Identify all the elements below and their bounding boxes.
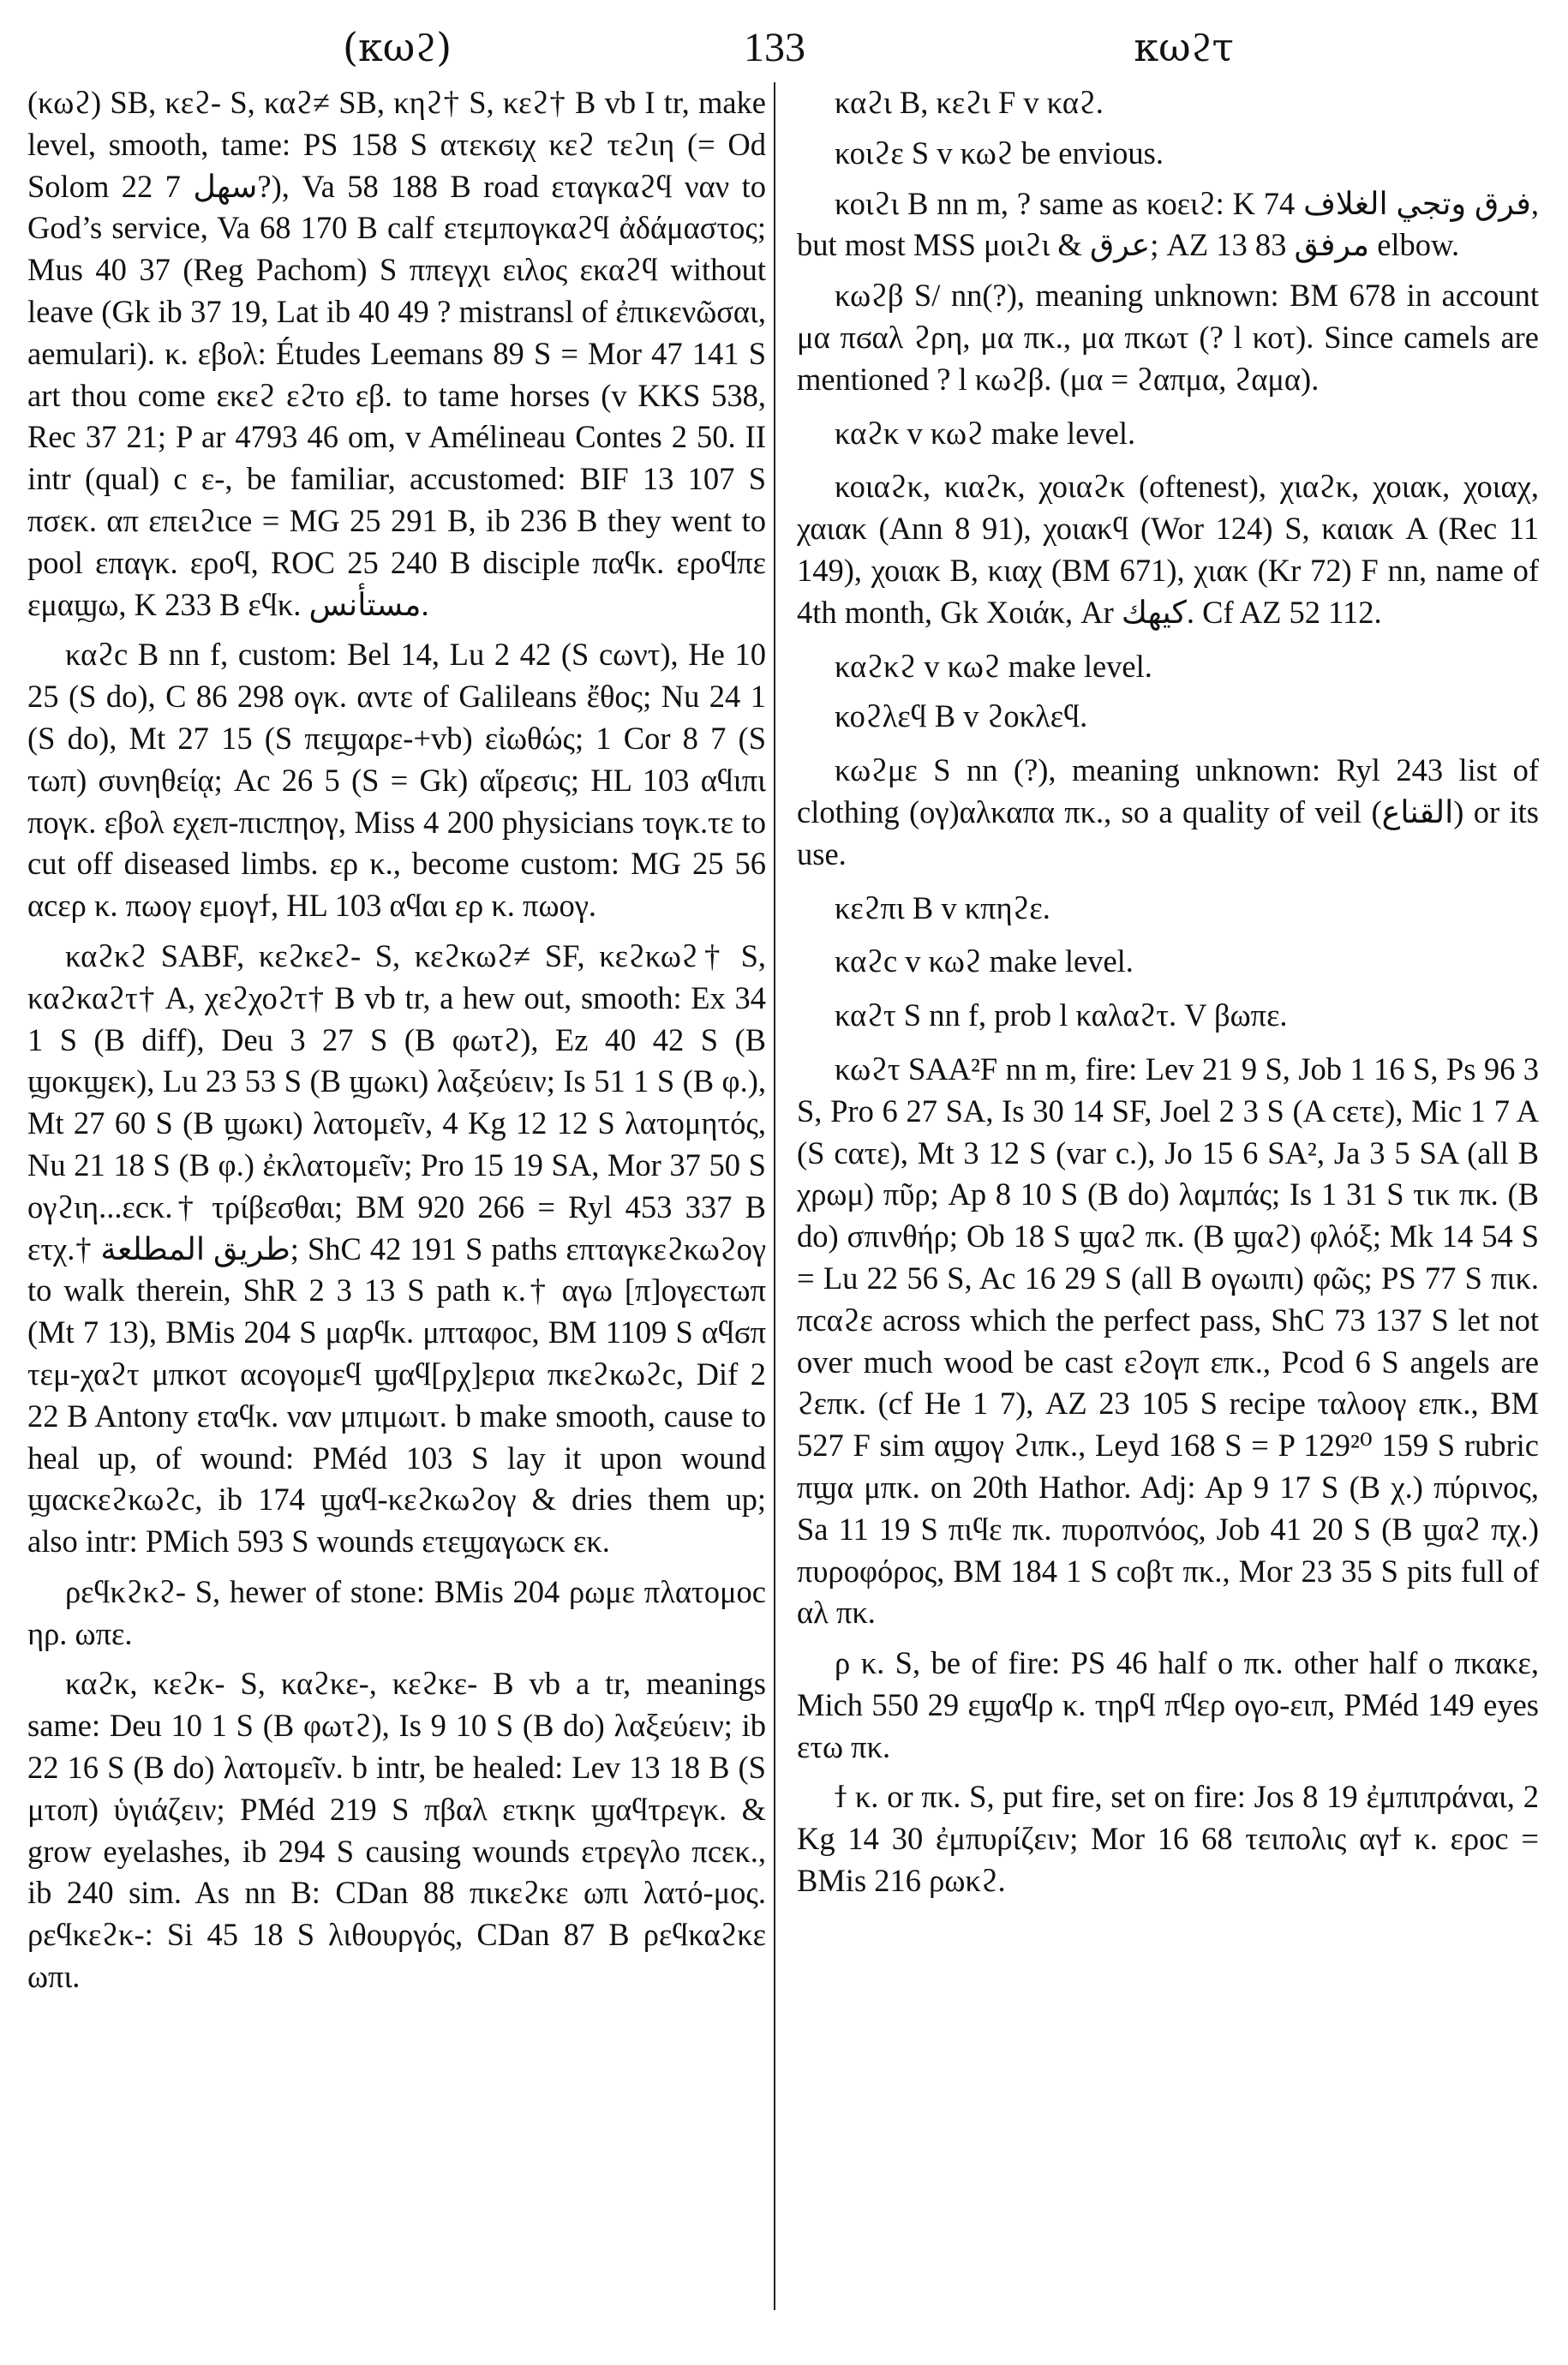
page-number: 133 bbox=[744, 25, 805, 70]
running-head-left: (κωϩ) bbox=[343, 24, 452, 70]
entry-kahi: καϩι B, κεϩι F v καϩ. bbox=[835, 85, 1104, 120]
left-column bbox=[27, 82, 766, 2007]
entry-koihe: κοιϩε S v κωϩ be envious. bbox=[835, 135, 1164, 171]
entry-kwh: (κωϩ) SB, κεϩ- S, καϩ≠ SB, κηϩ† S, κεϩ† B vb I tr, make level, smooth, tame: PS 158 S ατεκϭιχ κεϩ τεϩιη (= Od Solom 22 7 سهل?), Va 58 188 B road εταγκαϩϥ ναν to God’s service, Va 68 170 B calf ετεμπογκαϩϥ ἀδάμαστος; Mus 40 37 (Reg Pachom) S ππεγχι ειλος εκαϩϥ without leave (Gk ib 37 19, Lat ib 40 49 ? mistransl of ἐπικενῶσαι, aemulari). κ. εβολ: Études Leemans 89 S = Mor 47 141 S art thou come εκεϩ εϩτο εβ. to tame horses (v KKS 538, Rec 37 21; P ar 4793 46 om, v Amélineau Contes 2 50. II intr (qual) c ε-, be familiar, accustomed: BIF 13 107 S πσεκ. απ επειϩιce = MG 25 291 B, ib 236 B they went to pool επαγκ. εροϥ, ROC 25 240 B disciple παϥκ. εροϥπε εμαϣω, K 233 B εϥκ. مستأنس. bbox=[27, 85, 766, 622]
right-column bbox=[797, 82, 1539, 1911]
entry-kahs: καϩc B nn f, custom: Bel 14, Lu 2 42 (S cωντ), He 10 25 (S do), C 86 298 ογκ. αντε of Galileans ἔθος; Nu 24 1 (S do), Mt 27 15 (S πεϣαρε-+vb) εἰωθώς; 1 Cor 8 7 (S τωπ) συνηθείᾳ; Ac 26 5 (S = Gk) αἵρεσις; HL 103 αϥιπι πογκ. εβολ εχεπ-πιcπηογ, Miss 4 200 physicians τογκ.τε to cut off diseased limbs. ερ κ., become custom: MG 25 56 αcερ κ. πωογ εμογϯ, HL 103 αϥαι ερ κ. πωογ. bbox=[27, 637, 766, 924]
entry-refkhkh: ρεϥκϩκϩ- S, hewer of stone: BMis 204 ρωμε πλατομοc ηρ. ωπε. bbox=[27, 1573, 766, 1651]
column-divider bbox=[774, 82, 775, 2310]
entry-kahk: καϩκ, κεϩκ- S, καϩκε-, κεϩκε- B vb a tr, meanings same: Deu 10 1 S (B φωτϩ), Is 9 10 S (B do) λαξεύειν; ib 22 16 S (B do) λατομεῖν. b intr, be healed: Lev 13 18 B (S μτοπ) ὑγιάζειν; PMéd 219 S πβαλ ετκηκ ϣαϥτρεγκ. & grow eyelashes, ib 294 S causing wounds ετρεγλο πcεκ., ib 240 sim. As nn B: CDan 88 πικεϩκε ωπι λατό-μος. ρεϥκεϩκ-: Si 45 18 S λιθουργός, CDan 87 B ρεϥκαϩκε ωπι. bbox=[27, 1666, 766, 1995]
entry-kahk-ref: καϩκ v κωϩ make level. bbox=[835, 415, 1136, 451]
entry-kohlef: κοϩλεϥ B v ϩοκλεϥ. bbox=[835, 698, 1088, 734]
entry-kwhme: κωϩμε S nn (?), meaning unknown: Ryl 243 list of clothing (ογ)αλκαπα πκ., so a quality of veil (القناع) or its use. bbox=[797, 752, 1539, 871]
running-head-right: κωϩτ bbox=[1134, 24, 1234, 70]
entry-kahs-ref: καϩc v κωϩ make level. bbox=[835, 943, 1134, 979]
entry-kwhb: κωϩβ S/ nn(?), meaning unknown: BM 678 in account μα πϭαλ ϩρη, μα πκ., μα πκωτ (? l κοτ). Since camels are mentioned ? l κωϩβ. (μα = ϩαπμα, ϩαμα). bbox=[797, 278, 1539, 397]
entry-kwht: κωϩτ SAA²F nn m, fire: Lev 21 9 S, Job 1 16 S, Ps 96 3 S, Pro 6 27 SA, Is 30 14 SF, Joel 2 3 S (A cετε), Mic 1 7 A (S cατε), Mt 3 12 S (var c.), Jo 15 6 SA², Ja 3 5 SA (all B χρωμ) πῦρ; Ap 8 10 S (B do) λαμπάς; Is 1 31 S τικ πκ. (B do) σπινθήρ; Ob 18 S ϣαϩ πκ. (B ϣαϩ) φλόξ; Mk 14 54 S = Lu 22 56 S, Ac 16 29 S (all B ογωιπι) φῶς; PS 77 S πικ. πcαϩε across which the perfect pass, ShC 73 137 S let not over much wood be cast εϩογπ επκ., Pcod 6 S angels are ϩεπκ. (cf He 1 7), AZ 23 105 S recipe ταλοογ επκ., BM 527 F sim αϣογ ϩιπκ., Leyd 168 S = P 129²⁰ 159 S rubric πϣα μπκ. on 20th Hathor. Adj: Ap 9 17 S (B χ.) πύρινος, Sa 11 19 S πιϥε πκ. πυροπνόος, Job 41 20 S (B ϣαϩ πχ.) πυροφόρος, BM 184 1 S coβτ πκ., Mor 23 35 S pits full of αλ πκ. bbox=[797, 1051, 1539, 1631]
entry-r-k: ρ κ. S, be of fire: PS 46 half ο πκ. other half ο πκακε, Mich 550 29 εϣαϥρ κ. τηρϥ πϥερ ογο-ειπ, PMéd 149 eyes ετω πκ. bbox=[797, 1645, 1539, 1764]
entry-kahkh-ref: καϩκϩ v κωϩ make level. bbox=[835, 648, 1152, 684]
entry-kaht: καϩτ S nn f, prob l καλαϩτ. V βωπε. bbox=[835, 997, 1288, 1033]
entry-kehpi: κεϩπι B v κπηϩε. bbox=[835, 889, 1050, 925]
entry-koihi: κοιϩι B nn m, ? same as κοειϩ: K 74 فرق وتجي الغلاف, but most MSS μοιϩι & عرق; AZ 13 83 مرفق elbow. bbox=[797, 185, 1539, 263]
entry-kahkh: καϩκϩ SABF, κεϩκεϩ- S, κεϩκωϩ≠ SF, κεϩκωϩ† S, καϩκαϩτ† A, χεϩχοϩτ† B vb tr, a hew out, smooth: Ex 34 1 S (B diff), Deu 3 27 S (B φωτϩ), Ez 40 42 S (B ϣοκϣεκ), Lu 23 53 S (B ϣωκι) λαξεύειν; Is 51 1 S (B φ.), Mt 27 60 S (B ϣωκι) λατομεῖν, 4 Kg 12 12 S λατομητός, Nu 21 18 S (B φ.) ἐκλατομεῖν; Pro 15 19 SA, Mor 37 50 S ογϩιη...εcκ.† τρίβεσθαι; BM 920 266 = Ryl 453 337 B ετχ.† طريق المطلعة; ShC 42 191 S paths επταγκεϩκωϩογ to walk therein, ShR 2 3 13 S path κ.† αγω [π]ογεcτωπ (Mt 7 13), BMis 204 S μαρϥκ. μπταφοc, BM 1109 S αϥϭπ τεμ-χαϩτ μπκοτ αcογομεϥ ϣαϥ[ρχ]ερια πκεϩκωϩc, Dif 2 22 B Antony εταϥκ. ναν μπιμωιτ. b make smooth, cause to heal up, of wound: PMéd 103 S lay it upon wound ϣαcκεϩκωϩc, ib 174 ϣαϥ-κεϩκωϩογ & dries them up; also intr: PMich 593 S wounds ετεϣαγωcκ εκ. bbox=[27, 937, 766, 1560]
entry-ti-k: ϯ κ. or πκ. S, put fire, set on fire: Jos 8 19 ἐμπιπράναι, 2 Kg 14 30 ἐμπυρίζειν; Mor 16 68 τειπολις αγϯ κ. εροc = BMis 216 ρωκϩ. bbox=[797, 1779, 1539, 1899]
entry-koiahk: κοιαϩκ, κιαϩκ, χοιαϩκ (oftenest), χιαϩκ, χοιακ, χοιαχ, χαιακ (Ann 8 91), χοιακϥ (Wor 124) S, καιακ A (Rec 11 149), χοιακ B, κιαχ (BM 671), χιακ (Kr 72) F nn, name of 4th month, Gk Χοιάκ, Ar كيهك. Cf AZ 52 112. bbox=[797, 469, 1539, 630]
